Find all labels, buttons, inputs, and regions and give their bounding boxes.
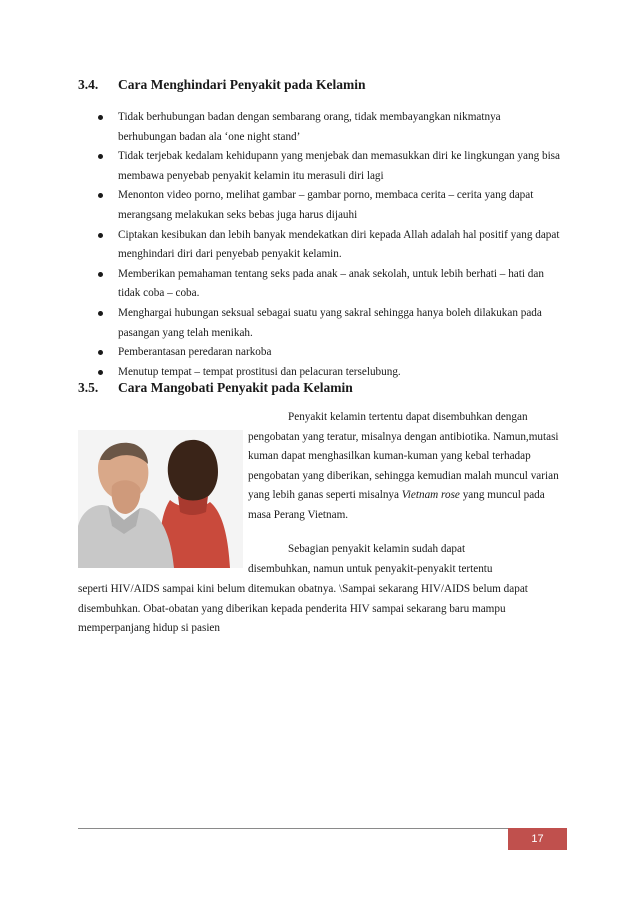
- section-3-5-heading: [78, 380, 353, 396]
- section-number: 3.5.: [78, 380, 99, 395]
- list-item: Menghargai hubungan seksual sebagai suatu yang sakral sehingga hanya boleh dilakukan pada pasangan yang telah menikah.: [98, 304, 560, 343]
- bullet-icon: [98, 193, 103, 198]
- list-item: Menonton video porno, melihat gambar – gambar porno, membaca cerita – cerita yang dapat merangsang melakukan seks bebas juga harus dijauhi: [98, 186, 560, 225]
- bullet-icon: [98, 115, 103, 120]
- prevention-list: [98, 108, 560, 382]
- bullet-icon: [98, 233, 103, 238]
- section-title: Cara Menghindari Penyakit pada Kelamin: [118, 77, 366, 92]
- couple-photo: [78, 430, 243, 568]
- paragraph-treatment: Penyakit kelamin tertentu dapat disembuhkan dengan pengobatan yang teratur, misalnya dengan antibiotika. Namun,mutasi kuman dapat menghasilkan kuman-kuman yang kebal terhadap pengobatan yang diberikan, sehingga kemudian malah muncul varian yang lebih ganas seperti misalnya Vietnam rose yang muncul pada masa Perang Vietnam.: [248, 411, 559, 521]
- page-number: 17: [508, 828, 567, 850]
- paragraph-hiv-start: Sebagian penyakit kelamin sudah dapat disembuhkan, namun untuk penyakit-penyakit tertentu: [248, 543, 493, 575]
- bullet-icon: [98, 272, 103, 277]
- footer-divider: [78, 828, 508, 829]
- italic-term: Vietnam rose: [401, 489, 460, 502]
- bullet-icon: [98, 311, 103, 316]
- bullet-icon: [98, 154, 103, 159]
- list-item: Ciptakan kesibukan dan lebih banyak mendekatkan diri kepada Allah adalah hal positif yang dapat menghindari diri dari penyebab penyakit kelamin.: [98, 226, 560, 265]
- list-item: Tidak berhubungan badan dengan sembarang orang, tidak membayangkan nikmatnya berhubungan badan ala ‘one night stand’: [98, 108, 560, 147]
- bullet-icon: [98, 370, 103, 375]
- section-title: Cara Mangobati Penyakit pada Kelamin: [118, 380, 353, 395]
- bullet-icon: [98, 350, 103, 355]
- section-3-4-heading: [78, 77, 366, 93]
- section-number: 3.4.: [78, 77, 99, 92]
- list-item: Pemberantasan peredaran narkoba: [98, 343, 560, 363]
- list-item: Tidak terjebak kedalam kehidupann yang menjebak dan memasukkan diri ke lingkungan yang bisa membawa penyebab penyakit kelamin itu merasuli diri lagi: [98, 147, 560, 186]
- list-item: Memberikan pemahaman tentang seks pada anak – anak sekolah, untuk lebih berhati – hati dan tidak coba – coba.: [98, 265, 560, 304]
- list-item: Menutup tempat – tempat prostitusi dan pelacuran terselubung.: [98, 363, 560, 383]
- paragraph-hiv-continued: seperti HIV/AIDS sampai kini belum ditemukan obatnya. \Sampai sekarang HIV/AIDS belum dapat disembuhkan. Obat-obatan yang diberikan kepada penderita HIV sampai sekarang baru mampu memperpanjang hidup si pasien: [78, 583, 528, 635]
